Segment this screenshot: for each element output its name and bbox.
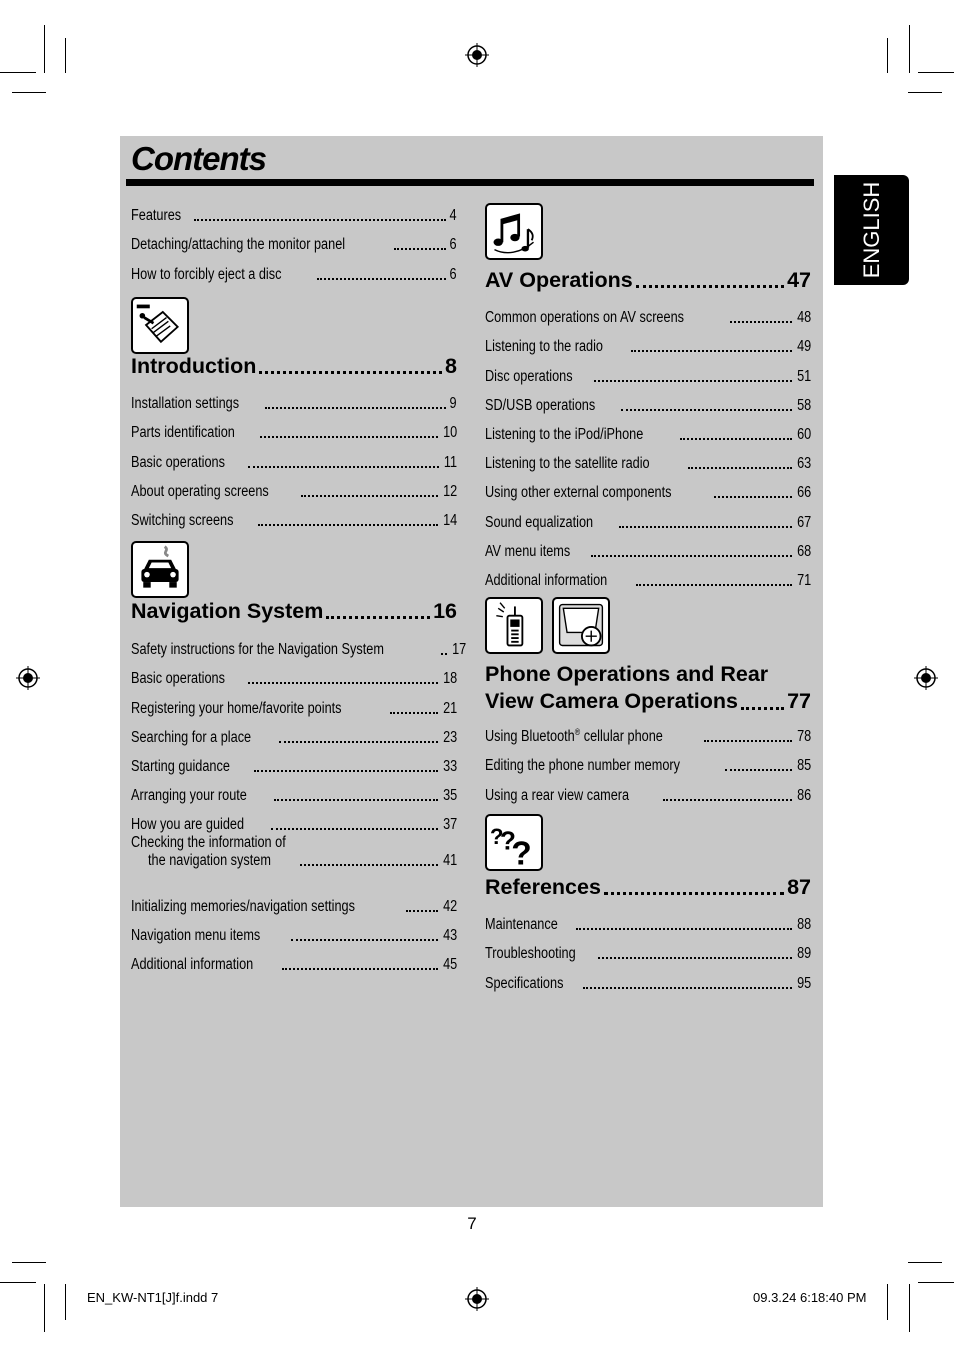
toc-introduction-list: [131, 384, 457, 530]
crop-mark: [908, 1262, 942, 1263]
toc-entry[interactable]: Switching screens 14: [131, 511, 457, 529]
page-number: 7: [467, 1214, 477, 1233]
section-heading-phone[interactable]: Phone Operations and Rear View Camera Operations 77: [485, 662, 811, 713]
toc-entry[interactable]: Basic operations 11: [131, 453, 457, 471]
section-heading-navigation[interactable]: Navigation System 16: [131, 599, 457, 623]
toc-entry[interactable]: Disc operations 51: [485, 367, 811, 385]
svg-text:?: ?: [511, 835, 532, 869]
rear-camera-icon: [552, 597, 610, 654]
toc-entry[interactable]: Starting guidance 33: [131, 757, 457, 775]
toc-entry[interactable]: Installation settings 9: [131, 395, 457, 413]
registration-mark-icon: [16, 666, 40, 690]
toc-top-list: [131, 196, 457, 284]
toc-entry[interactable]: AV menu items 68: [485, 542, 811, 560]
crop-mark: [44, 25, 45, 73]
toc-entry[interactable]: Basic operations 18: [131, 670, 457, 688]
footer-filename: EN_KW-NT1[J]f.indd 7: [87, 1290, 219, 1305]
toc-entry[interactable]: Maintenance 88: [485, 916, 811, 934]
toc-entry[interactable]: Features 4: [131, 207, 457, 225]
toc-entry[interactable]: Additional information 71: [485, 571, 811, 589]
section-heading-references[interactable]: References 87: [485, 875, 811, 899]
crop-mark: [918, 72, 954, 73]
registration-mark-icon: [914, 666, 938, 690]
registration-mark-icon: [465, 1287, 489, 1311]
toc-entry[interactable]: Specifications 95: [485, 974, 811, 992]
toc-entry[interactable]: Initializing memories/navigation settings 42: [131, 897, 457, 915]
crop-mark: [918, 1282, 954, 1283]
crop-mark: [887, 1284, 888, 1320]
question-marks-icon: [485, 814, 543, 871]
toc-entry[interactable]: Using other external components 66: [485, 484, 811, 502]
toc-entry[interactable]: Parts identification 10: [131, 424, 457, 442]
crop-mark: [12, 92, 46, 93]
svg-text:?: ?: [489, 823, 504, 849]
cellular-phone-icon: [485, 597, 543, 654]
toc-entry[interactable]: Registering your home/favorite points 21: [131, 699, 457, 717]
registration-mark-icon: [465, 43, 489, 67]
crop-mark: [908, 92, 942, 93]
toc-navigation-list: [131, 630, 467, 974]
page-title: Contents: [131, 140, 266, 177]
crop-mark: [44, 1284, 45, 1332]
crop-mark: [12, 1262, 46, 1263]
toc-entry[interactable]: Sound equalization 67: [485, 513, 811, 531]
toc-entry[interactable]: Searching for a place 23: [131, 728, 457, 746]
section-heading-av[interactable]: AV Operations 47: [485, 268, 811, 292]
svg-text:?: ?: [500, 825, 516, 856]
toc-entry[interactable]: Arranging your route 35: [131, 787, 457, 805]
crop-mark: [909, 1284, 910, 1332]
toc-entry[interactable]: Listening to the satellite radio 63: [485, 455, 811, 473]
toc-entry[interactable]: Detaching/attaching the monitor panel 6: [131, 236, 457, 254]
toc-av-list: [485, 298, 811, 590]
toc-entry[interactable]: Additional information 45: [131, 955, 457, 973]
language-tab: [834, 175, 909, 285]
toc-entry[interactable]: About operating screens 12: [131, 482, 457, 500]
toc-references-list: [485, 905, 811, 993]
installation-icon: [131, 297, 189, 354]
crop-mark: [0, 72, 36, 73]
crop-mark: [887, 38, 888, 73]
footer-timestamp: 09.3.24 6:18:40 PM: [753, 1290, 867, 1305]
car-icon: [131, 541, 189, 598]
toc-entry[interactable]: Listening to the radio 49: [485, 338, 811, 356]
toc-entry[interactable]: Navigation menu items 43: [131, 926, 457, 944]
crop-mark: [65, 1284, 66, 1320]
toc-entry[interactable]: Safety instructions for the Navigation System 17: [131, 641, 467, 659]
language-tab-label: ENGLISH: [858, 181, 884, 279]
toc-phone-list: [485, 717, 811, 805]
toc-entry[interactable]: Using Bluetooth® cellular phone 78: [485, 727, 811, 746]
toc-entry[interactable]: How to forcibly eject a disc 6: [131, 265, 457, 283]
crop-mark: [909, 25, 910, 73]
toc-entry[interactable]: How you are guided 37: [131, 816, 457, 834]
toc-entry[interactable]: Common operations on AV screens 48: [485, 309, 811, 327]
toc-entry[interactable]: SD/USB operations 58: [485, 396, 811, 414]
crop-mark: [0, 1282, 36, 1283]
toc-entry[interactable]: Using a rear view camera 86: [485, 786, 811, 804]
toc-entry[interactable]: Checking the information of the navigation system 41: [131, 834, 457, 870]
title-rule: [126, 179, 814, 186]
toc-entry[interactable]: Troubleshooting 89: [485, 945, 811, 963]
toc-entry[interactable]: Listening to the iPod/iPhone 60: [485, 425, 811, 443]
music-notes-icon: [485, 203, 543, 260]
section-heading-introduction[interactable]: Introduction 8: [131, 354, 457, 378]
toc-entry[interactable]: Editing the phone number memory 85: [485, 757, 811, 775]
crop-mark: [65, 38, 66, 73]
